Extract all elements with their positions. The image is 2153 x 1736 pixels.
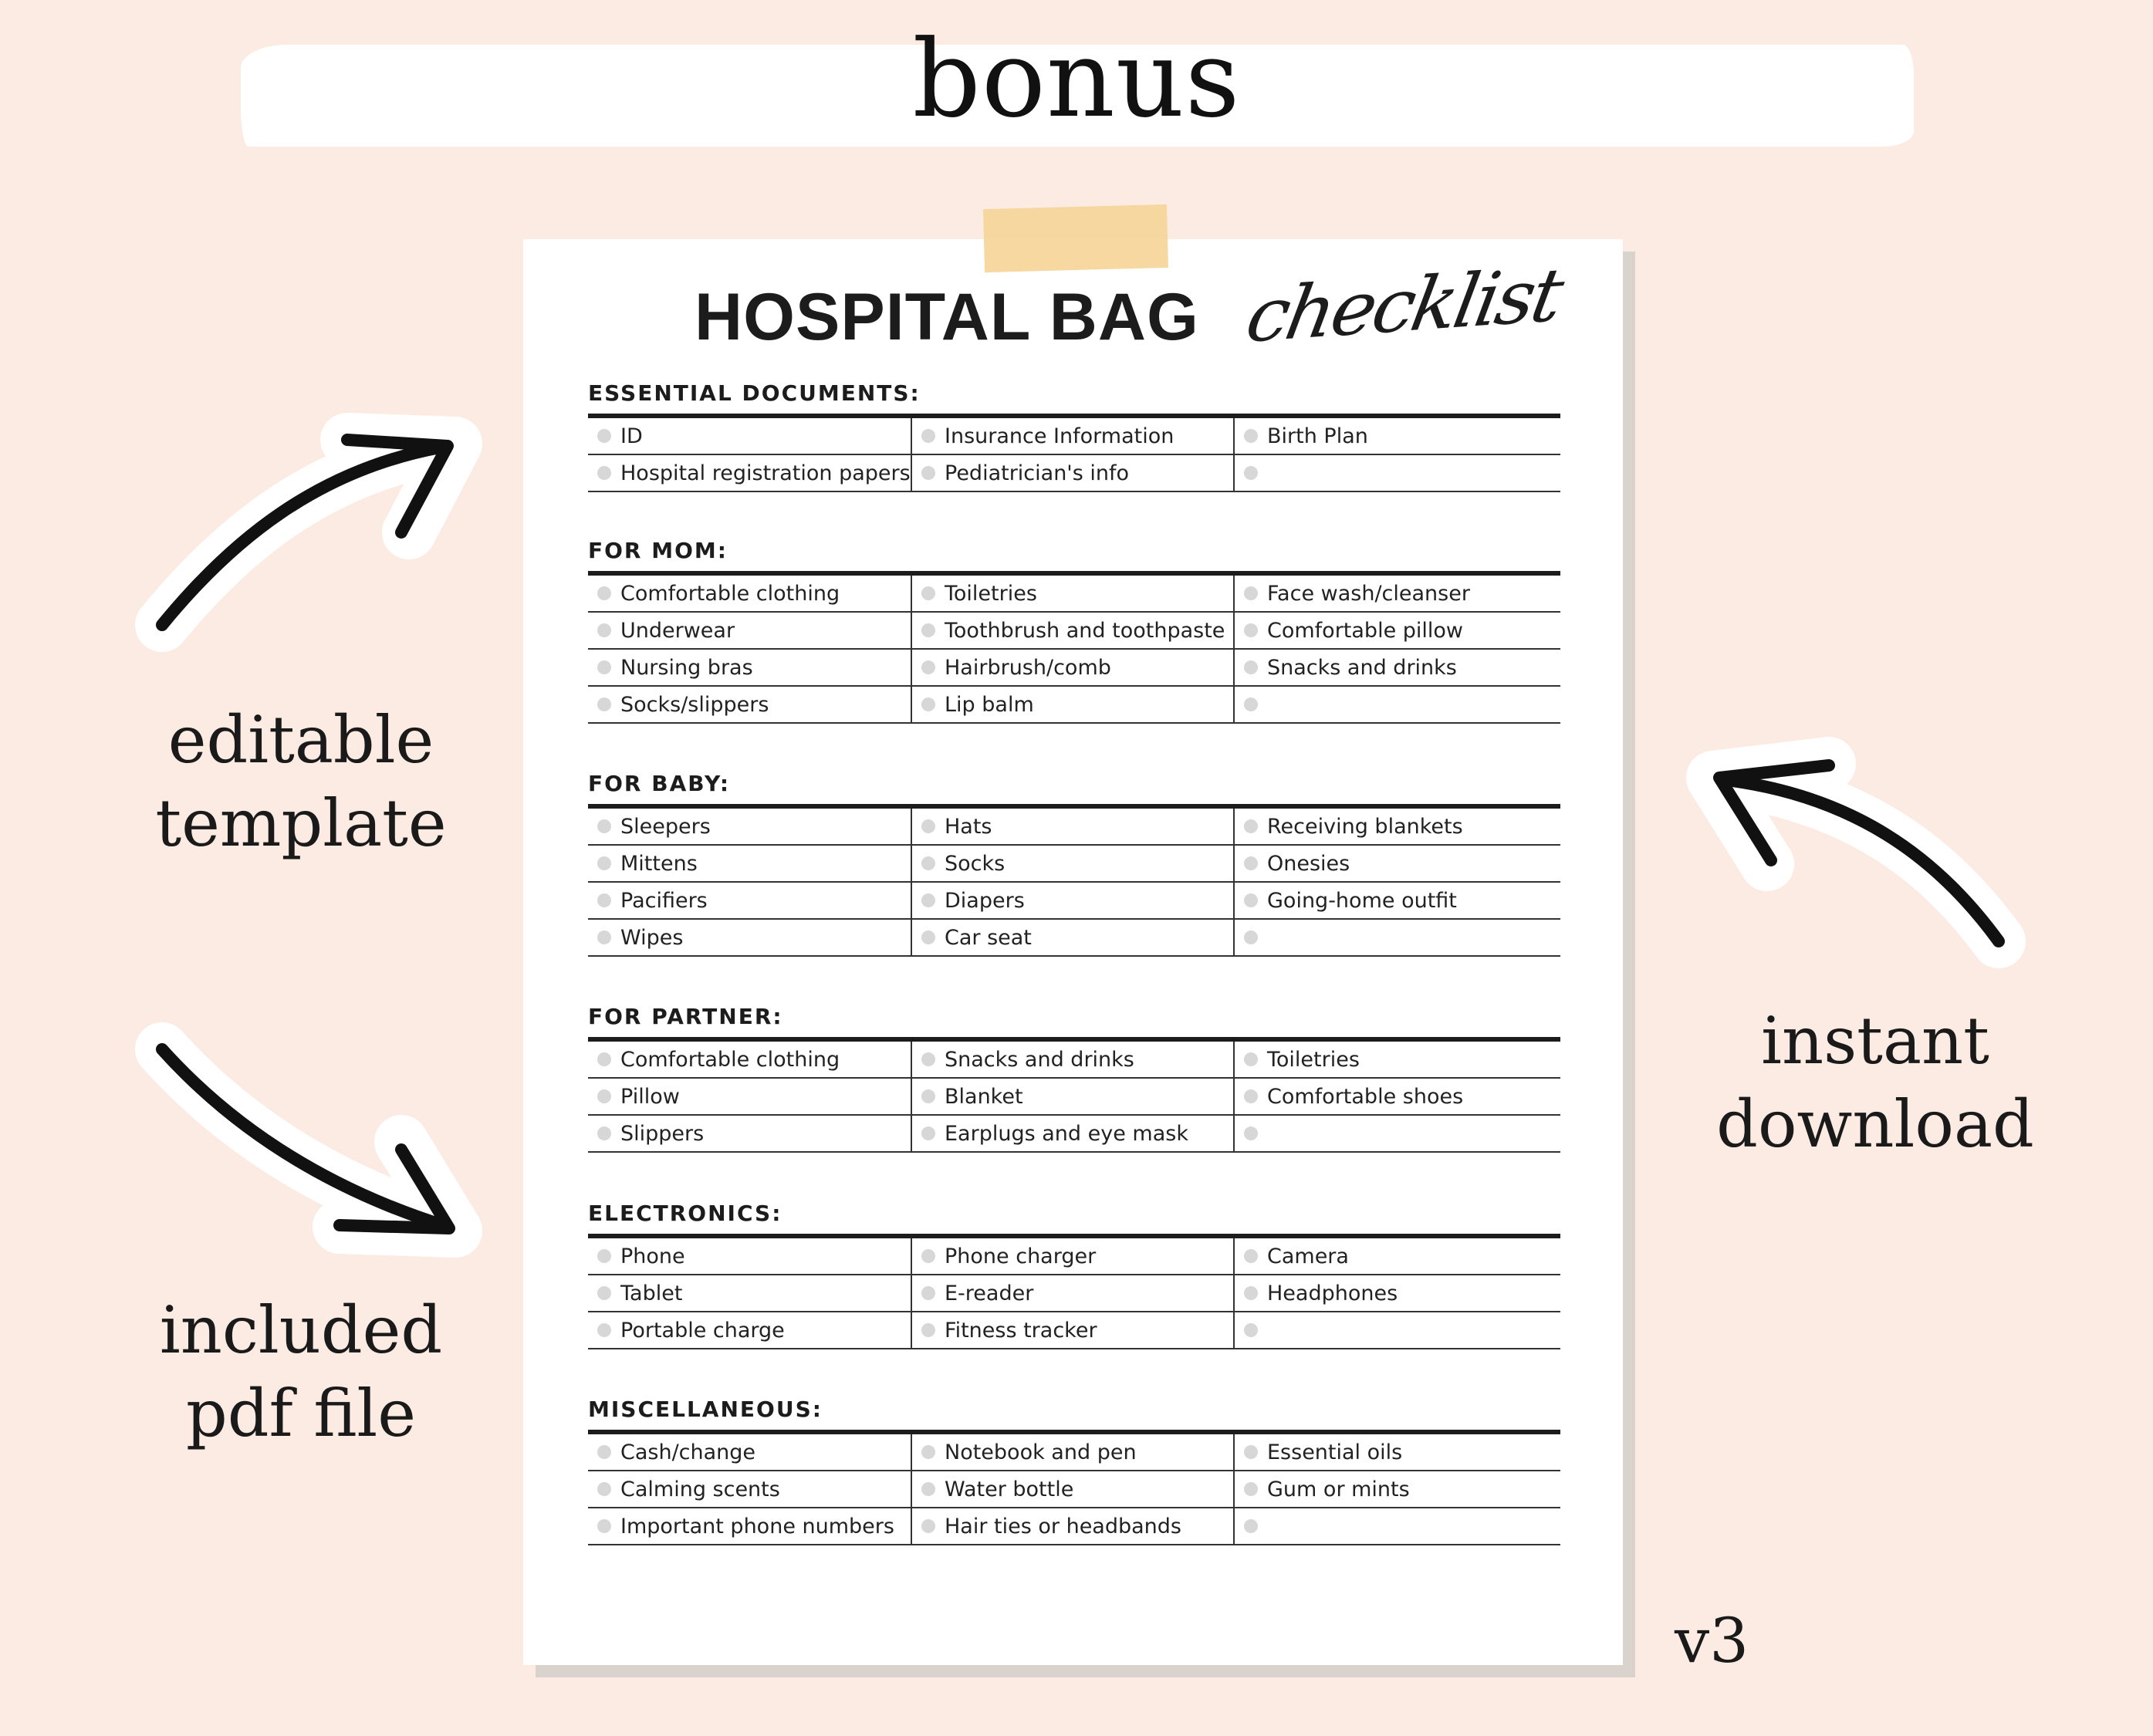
checklist-item-label: E-reader xyxy=(945,1281,1034,1305)
caption-editable-template: editable template xyxy=(155,702,447,861)
sheet-title: HOSPITAL BAG xyxy=(695,280,1199,354)
section xyxy=(588,537,1560,724)
checklist-item[interactable] xyxy=(1233,1116,1560,1153)
checklist-item-label: Phone charger xyxy=(945,1244,1097,1268)
checkbox-circle-icon[interactable] xyxy=(1244,1126,1258,1140)
arrow-up-left-icon xyxy=(1659,733,2045,988)
section xyxy=(588,1003,1560,1153)
checkbox-circle-icon[interactable] xyxy=(921,1052,935,1066)
checkbox-circle-icon[interactable] xyxy=(921,1323,935,1337)
section xyxy=(588,380,1560,492)
checkbox-circle-icon[interactable] xyxy=(597,1126,611,1140)
checkbox-circle-icon[interactable] xyxy=(921,930,935,944)
checkbox-circle-icon[interactable] xyxy=(597,623,611,637)
checklist-item-label: Camera xyxy=(1267,1244,1349,1268)
checkbox-circle-icon[interactable] xyxy=(597,466,611,480)
checklist-item-label: Lip balm xyxy=(945,692,1034,717)
checklist-item-label: Portable charge xyxy=(620,1318,785,1343)
checkbox-circle-icon[interactable] xyxy=(597,660,611,674)
checklist-item-label: Diapers xyxy=(945,888,1025,913)
checklist-item[interactable] xyxy=(911,613,1233,650)
checklist-item-label: Hospital registration papers xyxy=(620,461,911,485)
checklist-item[interactable] xyxy=(911,883,1233,920)
checklist-item[interactable] xyxy=(588,1312,911,1349)
checkbox-circle-icon[interactable] xyxy=(597,1089,611,1103)
checklist-item[interactable] xyxy=(1233,883,1560,920)
checkbox-circle-icon[interactable] xyxy=(921,1286,935,1300)
checkbox-circle-icon[interactable] xyxy=(597,893,611,907)
checklist-item-label: Comfortable pillow xyxy=(1267,618,1464,643)
arrow-up-right-icon xyxy=(116,401,486,664)
checklist-item-label: Mittens xyxy=(620,851,698,876)
checklist-item[interactable] xyxy=(1233,809,1560,846)
section xyxy=(588,1200,1560,1349)
checklist-item[interactable] xyxy=(1233,613,1560,650)
checkbox-circle-icon[interactable] xyxy=(597,856,611,870)
checklist-item[interactable] xyxy=(911,455,1233,492)
checklist-item-label: Wipes xyxy=(620,925,684,950)
section-title: MISCELLANEOUS: xyxy=(588,1397,823,1422)
checklist-item[interactable] xyxy=(588,1471,911,1508)
checklist-item-label: Headphones xyxy=(1267,1281,1398,1305)
checklist-item[interactable] xyxy=(911,809,1233,846)
checklist-item-label: Hats xyxy=(945,814,992,839)
checklist-item-label: Blanket xyxy=(945,1084,1023,1109)
checklist-item[interactable] xyxy=(1233,455,1560,492)
checklist-item[interactable] xyxy=(588,1079,911,1116)
banner-title: bonus xyxy=(912,17,1241,141)
checklist-item-label: Going-home outfit xyxy=(1267,888,1457,913)
checklist-item[interactable] xyxy=(588,1275,911,1312)
checkbox-circle-icon[interactable] xyxy=(921,856,935,870)
checkbox-circle-icon[interactable] xyxy=(921,893,935,907)
checklist-item[interactable] xyxy=(1233,576,1560,613)
checklist-item[interactable] xyxy=(1233,1471,1560,1508)
checklist-item[interactable] xyxy=(588,883,911,920)
checklist-item[interactable] xyxy=(1233,1312,1560,1349)
checklist-item-label: Tablet xyxy=(620,1281,683,1305)
checklist-item[interactable] xyxy=(911,1312,1233,1349)
checklist-item[interactable] xyxy=(588,1042,911,1079)
checklist-item-label: ID xyxy=(620,424,643,448)
section-title: ELECTRONICS: xyxy=(588,1201,782,1226)
checklist-item[interactable] xyxy=(911,846,1233,883)
checkbox-circle-icon[interactable] xyxy=(1244,1323,1258,1337)
checklist-item-label: Toothbrush and toothpaste xyxy=(945,618,1225,643)
checklist-item-label: Gum or mints xyxy=(1267,1477,1410,1501)
checklist-item-label: Toiletries xyxy=(945,581,1037,606)
checklist-item-label: Birth Plan xyxy=(1267,424,1368,448)
checklist-item-label: Slippers xyxy=(620,1121,705,1146)
checklist-item[interactable] xyxy=(588,418,911,455)
checklist-item-label: Comfortable clothing xyxy=(620,1047,840,1072)
checklist-item-label: Essential oils xyxy=(1267,1440,1403,1464)
caption-included-pdf: included pdf file xyxy=(159,1292,443,1451)
checklist-item-label: Socks xyxy=(945,851,1006,876)
checklist-item[interactable] xyxy=(588,687,911,724)
checklist-item-label: Pediatrician's info xyxy=(945,461,1130,485)
checklist-item[interactable] xyxy=(911,920,1233,957)
checkbox-circle-icon[interactable] xyxy=(1244,893,1258,907)
tape-strip xyxy=(983,204,1168,272)
checkbox-circle-icon[interactable] xyxy=(597,586,611,600)
checklist-item[interactable] xyxy=(1233,650,1560,687)
checklist-item[interactable] xyxy=(1233,1434,1560,1471)
checklist-item[interactable] xyxy=(588,650,911,687)
checklist-item[interactable] xyxy=(911,1238,1233,1275)
checkbox-circle-icon[interactable] xyxy=(1244,623,1258,637)
checklist-item-label: Comfortable shoes xyxy=(1267,1084,1464,1109)
checklist-grid xyxy=(588,1042,1560,1153)
checkbox-circle-icon[interactable] xyxy=(597,1052,611,1066)
checklist-item-label: Hair ties or headbands xyxy=(945,1514,1181,1538)
checklist-item[interactable] xyxy=(1233,1508,1560,1545)
section xyxy=(588,770,1560,957)
checkbox-circle-icon[interactable] xyxy=(1244,660,1258,674)
checklist-item-label: Pacifiers xyxy=(620,888,708,913)
caption-instant-download: instant download xyxy=(1716,1003,2034,1162)
checklist-item[interactable] xyxy=(911,1116,1233,1153)
checklist-item-label: Nursing bras xyxy=(620,655,753,680)
checkbox-circle-icon[interactable] xyxy=(1244,429,1258,443)
checkbox-circle-icon[interactable] xyxy=(921,697,935,711)
checkbox-circle-icon[interactable] xyxy=(597,1249,611,1263)
checkbox-circle-icon[interactable] xyxy=(1244,1445,1258,1459)
checkbox-circle-icon[interactable] xyxy=(597,1519,611,1533)
checkbox-circle-icon[interactable] xyxy=(921,1249,935,1263)
checkbox-circle-icon[interactable] xyxy=(597,1482,611,1496)
checklist-grid xyxy=(588,809,1560,957)
checklist-item-label: Car seat xyxy=(945,925,1032,950)
checkbox-circle-icon[interactable] xyxy=(1244,856,1258,870)
section-title: ESSENTIAL DOCUMENTS: xyxy=(588,380,921,406)
checkbox-circle-icon[interactable] xyxy=(921,466,935,480)
checklist-item-label: Insurance Information xyxy=(945,424,1175,448)
checklist-item-label: Receiving blankets xyxy=(1267,814,1463,839)
checklist-item-label: Phone xyxy=(620,1244,685,1268)
checklist-item[interactable] xyxy=(911,576,1233,613)
checklist-item-label: Notebook and pen xyxy=(945,1440,1137,1464)
checkbox-circle-icon[interactable] xyxy=(1244,1052,1258,1066)
checkbox-circle-icon[interactable] xyxy=(1244,1482,1258,1496)
checklist-item[interactable] xyxy=(1233,687,1560,724)
checklist-item[interactable] xyxy=(588,1116,911,1153)
checklist-item-label: Cash/change xyxy=(620,1440,756,1464)
checklist-item[interactable] xyxy=(588,613,911,650)
checklist-item[interactable] xyxy=(1233,1079,1560,1116)
checklist-item[interactable] xyxy=(1233,846,1560,883)
checkbox-circle-icon[interactable] xyxy=(921,819,935,833)
checklist-grid xyxy=(588,576,1560,724)
checklist-item-label: Calming scents xyxy=(620,1477,780,1501)
checklist-item-label: Snacks and drinks xyxy=(945,1047,1134,1072)
checklist-item-label: Socks/slippers xyxy=(620,692,769,717)
checkbox-circle-icon[interactable] xyxy=(597,930,611,944)
checklist-grid xyxy=(588,1434,1560,1545)
checkbox-circle-icon[interactable] xyxy=(1244,930,1258,944)
arrow-down-right-icon xyxy=(116,1003,486,1265)
checklist-item-label: Underwear xyxy=(620,618,735,643)
checklist-item[interactable] xyxy=(588,846,911,883)
checklist-item-label: Fitness tracker xyxy=(945,1318,1097,1343)
checklist-item[interactable] xyxy=(911,418,1233,455)
checklist-item[interactable] xyxy=(911,650,1233,687)
checkbox-circle-icon[interactable] xyxy=(597,1323,611,1337)
checklist-item[interactable] xyxy=(911,1079,1233,1116)
checklist-item-label: Important phone numbers xyxy=(620,1514,894,1538)
checklist-item[interactable] xyxy=(588,1508,911,1545)
checkbox-circle-icon[interactable] xyxy=(1244,819,1258,833)
checkbox-circle-icon[interactable] xyxy=(1244,466,1258,480)
checklist-item[interactable] xyxy=(911,1508,1233,1545)
checklist-item-label: Earplugs and eye mask xyxy=(945,1121,1188,1146)
checklist-item-label: Comfortable clothing xyxy=(620,581,840,606)
checkbox-circle-icon[interactable] xyxy=(921,660,935,674)
checkbox-circle-icon[interactable] xyxy=(921,429,935,443)
checkbox-circle-icon[interactable] xyxy=(921,586,935,600)
checklist-item[interactable] xyxy=(1233,418,1560,455)
section-title: FOR MOM: xyxy=(588,538,728,563)
section-title: FOR PARTNER: xyxy=(588,1004,783,1029)
checklist-item-label: Water bottle xyxy=(945,1477,1074,1501)
checklist-item-label: Face wash/cleanser xyxy=(1267,581,1470,606)
sheet-script-title: checklist xyxy=(1240,252,1567,360)
checklist-item-label: Toiletries xyxy=(1267,1047,1360,1072)
checkbox-circle-icon[interactable] xyxy=(921,1519,935,1533)
checkbox-circle-icon[interactable] xyxy=(597,429,611,443)
checkbox-circle-icon[interactable] xyxy=(921,1482,935,1496)
checkbox-circle-icon[interactable] xyxy=(1244,586,1258,600)
checkbox-circle-icon[interactable] xyxy=(597,697,611,711)
checklist-grid xyxy=(588,1238,1560,1349)
checklist-item[interactable] xyxy=(911,1042,1233,1079)
checklist-item[interactable] xyxy=(1233,920,1560,957)
checklist-item[interactable] xyxy=(1233,1275,1560,1312)
checklist-item[interactable] xyxy=(911,1434,1233,1471)
checklist-item[interactable] xyxy=(911,1275,1233,1312)
checklist-item[interactable] xyxy=(588,920,911,957)
checklist-item-label: Onesies xyxy=(1267,851,1350,876)
checklist-item-label: Pillow xyxy=(620,1084,680,1109)
checkbox-circle-icon[interactable] xyxy=(1244,1519,1258,1533)
checklist-item[interactable] xyxy=(588,809,911,846)
checklist-item[interactable] xyxy=(588,576,911,613)
checkbox-circle-icon[interactable] xyxy=(921,1445,935,1459)
checkbox-circle-icon[interactable] xyxy=(597,819,611,833)
checkbox-circle-icon[interactable] xyxy=(597,1286,611,1300)
checkbox-circle-icon[interactable] xyxy=(921,623,935,637)
checkbox-circle-icon[interactable] xyxy=(921,1089,935,1103)
checkbox-circle-icon[interactable] xyxy=(597,1445,611,1459)
checkbox-circle-icon[interactable] xyxy=(1244,1089,1258,1103)
checklist-item[interactable] xyxy=(911,1471,1233,1508)
section-title: FOR BABY: xyxy=(588,771,731,796)
checkbox-circle-icon[interactable] xyxy=(921,1126,935,1140)
checkbox-circle-icon[interactable] xyxy=(1244,697,1258,711)
checklist-item[interactable] xyxy=(588,1238,911,1275)
checkbox-circle-icon[interactable] xyxy=(1244,1286,1258,1300)
checklist-item[interactable] xyxy=(1233,1042,1560,1079)
version-label: v3 xyxy=(1675,1605,1749,1677)
checkbox-circle-icon[interactable] xyxy=(1244,1249,1258,1263)
checklist-item-label: Hairbrush/comb xyxy=(945,655,1111,680)
section xyxy=(588,1396,1560,1545)
checklist-item[interactable] xyxy=(1233,1238,1560,1275)
checklist-item-label: Snacks and drinks xyxy=(1267,655,1457,680)
checklist-item[interactable] xyxy=(588,455,911,492)
checklist-item[interactable] xyxy=(911,687,1233,724)
checklist-item[interactable] xyxy=(588,1434,911,1471)
checklist-grid xyxy=(588,418,1560,492)
checklist-item-label: Sleepers xyxy=(620,814,711,839)
